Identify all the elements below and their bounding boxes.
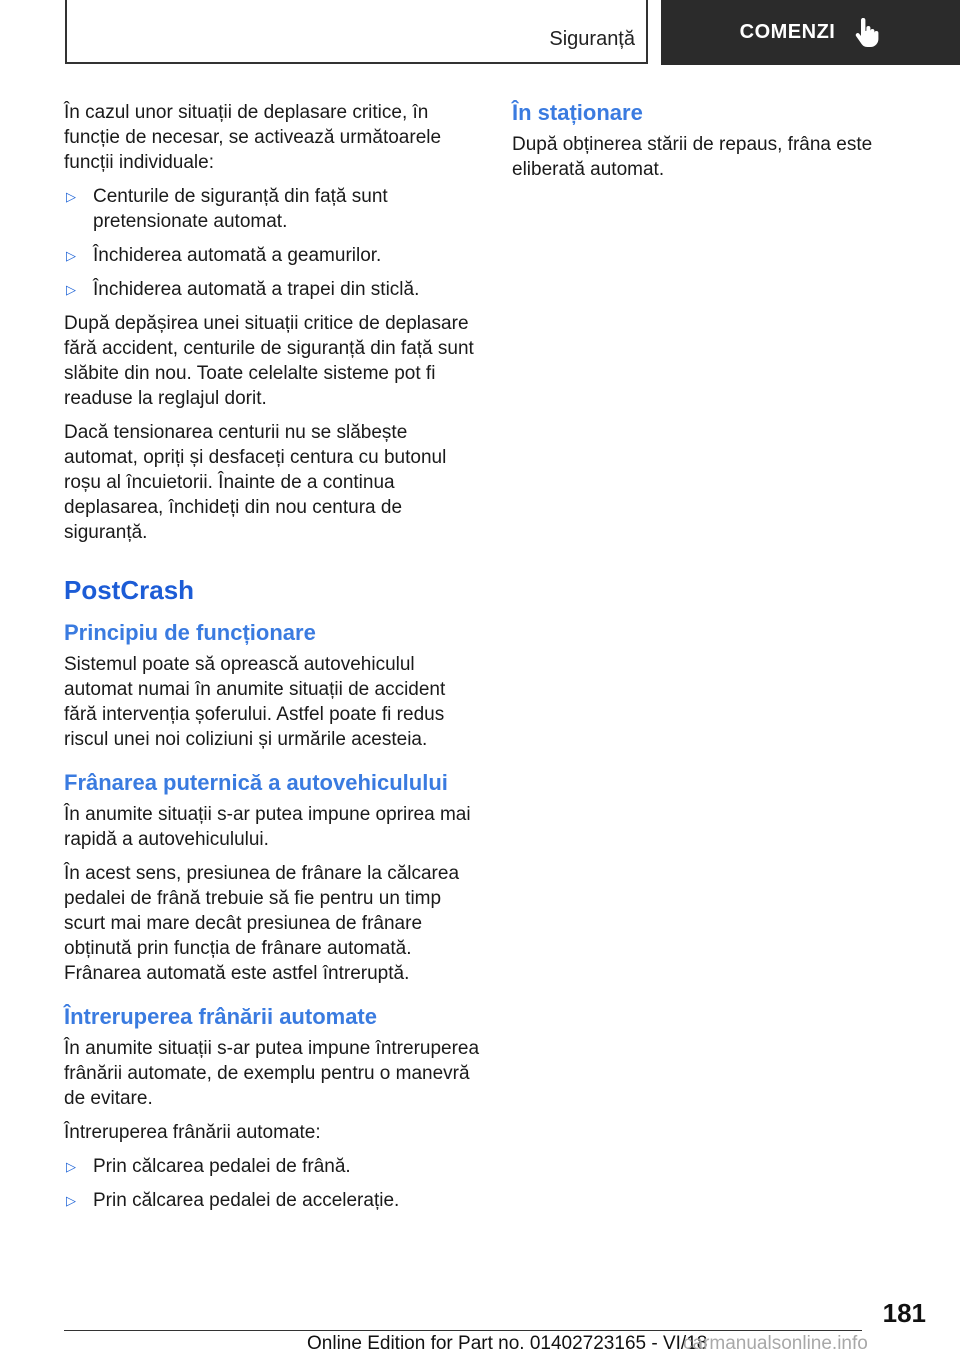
edition-text: Online Edition for Part no. 01402723165 - VI/18	[307, 1333, 708, 1354]
triangle-bullet-icon: ▷	[66, 248, 76, 263]
strong-braking-title: Frânarea puternică a autovehiculului	[64, 770, 448, 795]
interrupt-paragraph: În anumite situații s-ar putea impune întreruperea frânării automate, de exemplu pentru o manevră de evitare.	[64, 1038, 480, 1109]
section-title: Siguranță	[549, 28, 635, 50]
list-item	[64, 277, 482, 302]
standstill-paragraph: După obținerea stării de repaus, frâna este eliberată automat.	[512, 134, 873, 180]
interrupt-list	[64, 1154, 482, 1213]
watermark: carmanualsonline.info	[683, 1333, 868, 1354]
after-critical-paragraph: După depășirea unei situații critice de deplasare fără accident, centurile de siguranță din față sunt slăbite din nou. Toate celelalte sisteme pot fi readuse la reglajul dorit.	[64, 313, 474, 409]
postcrash-title: PostCrash	[64, 575, 195, 605]
list-item	[64, 243, 482, 268]
braking-paragraph-1: În anumite situații s-ar putea impune oprirea mai rapidă a autovehiculului.	[64, 804, 471, 850]
tab-comenzi[interactable]	[661, 0, 960, 65]
list-item-text: Prin călcarea pedalei de frână.	[93, 1156, 351, 1177]
interrupt-lead: Întreruperea frânării automate:	[64, 1122, 321, 1143]
triangle-bullet-icon: ▷	[66, 189, 76, 204]
list-item	[64, 1188, 482, 1213]
list-item	[64, 184, 482, 234]
standstill-title: În staționare	[512, 100, 643, 125]
triangle-bullet-icon: ▷	[66, 282, 76, 297]
list-item-text: Prin călcarea pedalei de accelerație.	[93, 1190, 400, 1211]
principle-title: Principiu de funcționare	[64, 620, 316, 645]
footer-divider	[64, 1330, 862, 1331]
tab-label: COMENZI	[739, 21, 836, 43]
actions-list	[64, 184, 482, 302]
left-column	[64, 100, 482, 1222]
belt-release-paragraph: Dacă tensionarea centurii nu se slăbește automat, opriți și desfaceți centura cu butonul roșu al încuietorii. Înainte de a continua deplasarea, închideți din nou centura de siguranță.	[64, 422, 447, 543]
pointing-hand-icon	[853, 18, 881, 48]
principle-paragraph: Sistemul poate să oprească autovehiculul automat numai în anumite situații de accident fără intervenția șoferului. Astfel poate fi redus riscul unei noi coliziuni și urmările acesteia.	[64, 654, 446, 750]
triangle-bullet-icon: ▷	[66, 1193, 76, 1208]
interrupt-braking-title: Întreruperea frânării automate	[64, 1004, 377, 1029]
right-column	[512, 100, 924, 191]
list-item-text: Închiderea automată a trapei din sticlă.	[93, 279, 420, 300]
intro-paragraph: În cazul unor situații de deplasare critice, în funcție de necesar, se activează următoarele funcții individuale:	[64, 102, 442, 173]
list-item-text: Centurile de siguranță din față sunt pretensionate automat.	[93, 186, 388, 232]
triangle-bullet-icon: ▷	[66, 1159, 76, 1174]
braking-paragraph-2: În acest sens, presiunea de frânare la călcarea pedalei de frână trebuie să fie pentru un timp scurt mai mare decât presiunea de frânare obținută prin funcția de frânare automată. Frânarea automată este astfel întreruptă.	[64, 863, 460, 984]
list-item-text: Închiderea automată a geamurilor.	[93, 245, 382, 266]
list-item	[64, 1154, 482, 1179]
page-number: 181	[882, 1298, 926, 1328]
